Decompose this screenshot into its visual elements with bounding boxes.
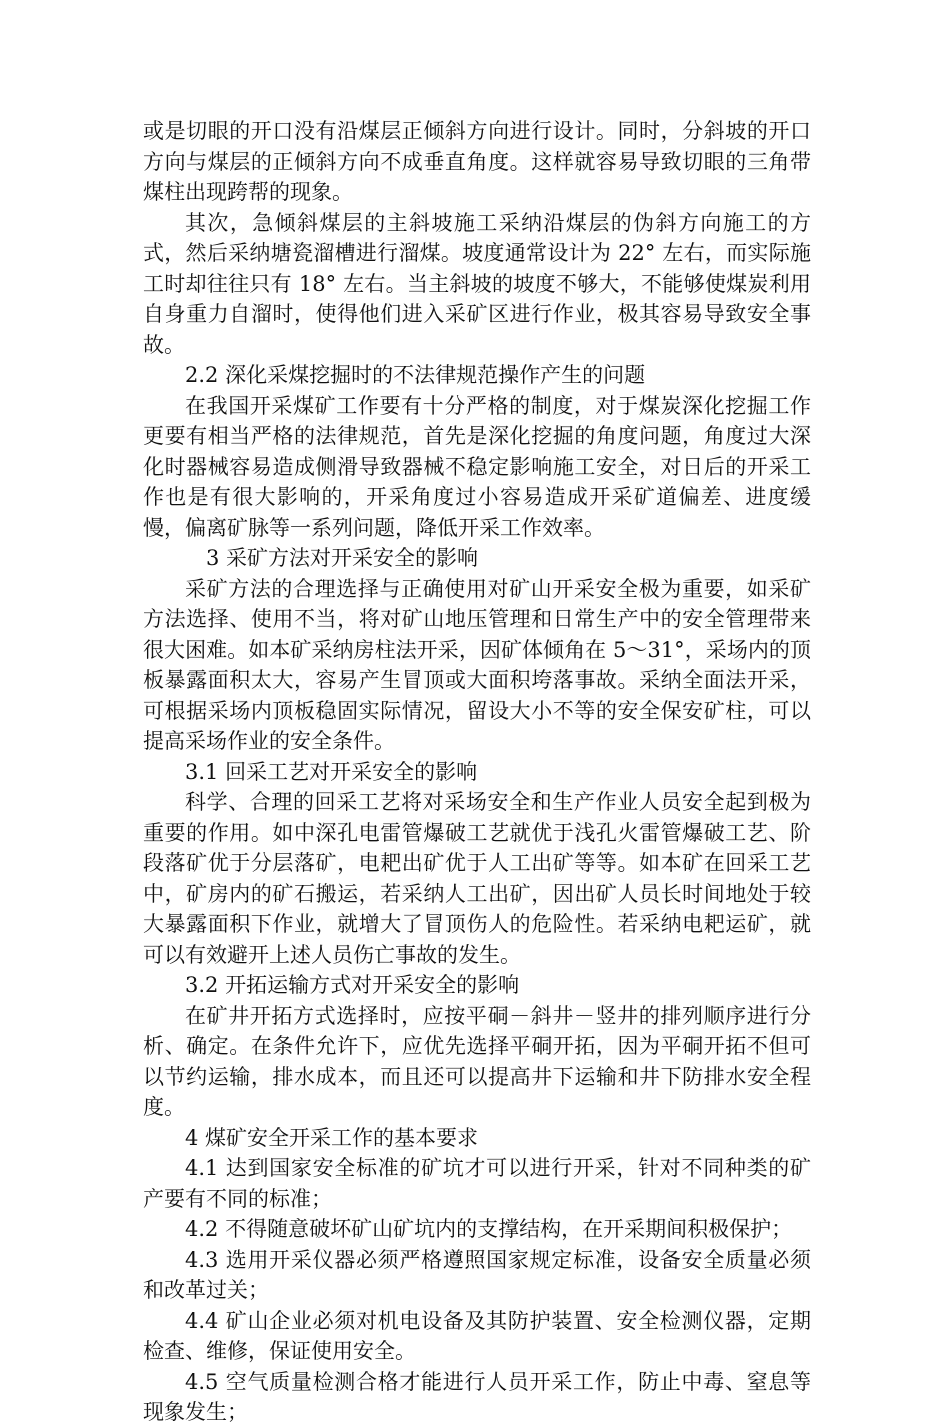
section-heading: 4 煤矿安全开采工作的基本要求	[185, 1125, 479, 1150]
paragraph: 在我国开采煤矿工作要有十分严格的制度，对于煤炭深化挖掘工作更要有相当严格的法律规范，首先是深化挖掘的角度问题，角度过大深化时器械容易造成侧滑导致器械不稳定影响施工安全，对日后的开采工作也是有很大影响的，开采角度过小容易造成开采矿道偏差、进度缓慢，偏离矿脉等一系列问题，降低开采工作效率。	[143, 393, 811, 540]
document-body	[143, 116, 811, 1428]
paragraph: 其次，急倾斜煤层的主斜坡施工采纳沿煤层的伪斜方向施工的方式，然后采纳塘瓷溜槽进行溜煤。坡度通常设计为 22° 左右，而实际施工时却往往只有 18° 左右。当主斜坡的坡度不够大，不能够使煤炭利用自身重力自溜时，使得他们进入采矿区进行作业，极其容易导致安全事故。	[143, 210, 811, 357]
section-heading: 3 采矿方法对开采安全的影响	[206, 546, 479, 570]
section-heading: 3.1 回采工艺对开采安全的影响	[185, 759, 478, 784]
section-heading: 3.2 开拓运输方式对开采安全的影响	[185, 973, 520, 997]
paragraph: 科学、合理的回采工艺将对采场安全和生产作业人员安全起到极为重要的作用。如中深孔电雷管爆破工艺就优于浅孔火雷管爆破工艺、阶段落矿优于分层落矿，电耙出矿优于人工出矿等等。如本矿在回采工艺中，矿房内的矿石搬运，若采纳人工出矿，因出矿人员长时间地处于较大暴露面积下作业，就增大了冒顶伤人的危险性。若采纳电耙运矿，就可以有效避开上述人员伤亡事故的发生。	[143, 790, 811, 967]
paragraph: 采矿方法的合理选择与正确使用对矿山开采安全极为重要，如采矿方法选择、使用不当，将对矿山地压管理和日常生产中的安全管理带来很大困难。如本矿采纳房柱法开采，因矿体倾角在 5～31°，采场内的顶板暴露面积太大，容易产生冒顶或大面积垮落事故。采纳全面法开采，可根据采场内顶板稳固实际情况，留设大小不等的安全保安矿柱，可以提高采场作业的安全条件。	[143, 576, 811, 753]
list-item: 4.1 达到国家安全标准的矿坑才可以进行开采，针对不同种类的矿产要有不同的标准；	[143, 1156, 811, 1211]
list-item: 4.2 不得随意破坏矿山矿坑内的支撑结构，在开采期间积极保护；	[185, 1217, 793, 1241]
paragraph: 或是切眼的开口没有沿煤层正倾斜方向进行设计。同时，分斜坡的开口方向与煤层的正倾斜方向不成垂直角度。这样就容易导致切眼的三角带煤柱出现跨帮的现象。	[143, 119, 811, 204]
list-item: 4.4 矿山企业必须对机电设备及其防护装置、安全检测仪器，定期检查、维修，保证使用安全。	[143, 1308, 811, 1363]
section-heading: 2.2 深化采煤挖掘时的不法律规范操作产生的问题	[185, 363, 646, 387]
list-item: 4.3 选用开采仪器必须严格遵照国家规定标准，设备安全质量必须和改革过关；	[143, 1247, 811, 1302]
paragraph: 在矿井开拓方式选择时，应按平硐－斜井－竖井的排列顺序进行分析、确定。在条件允许下，应优先选择平硐开拓，因为平硐开拓不但可以节约运输，排水成本，而且还可以提高井下运输和井下防排水安全程度。	[143, 1003, 811, 1119]
list-item: 4.5 空气质量检测合格才能进行人员开采工作，防止中毒、窒息等现象发生；	[143, 1369, 811, 1424]
